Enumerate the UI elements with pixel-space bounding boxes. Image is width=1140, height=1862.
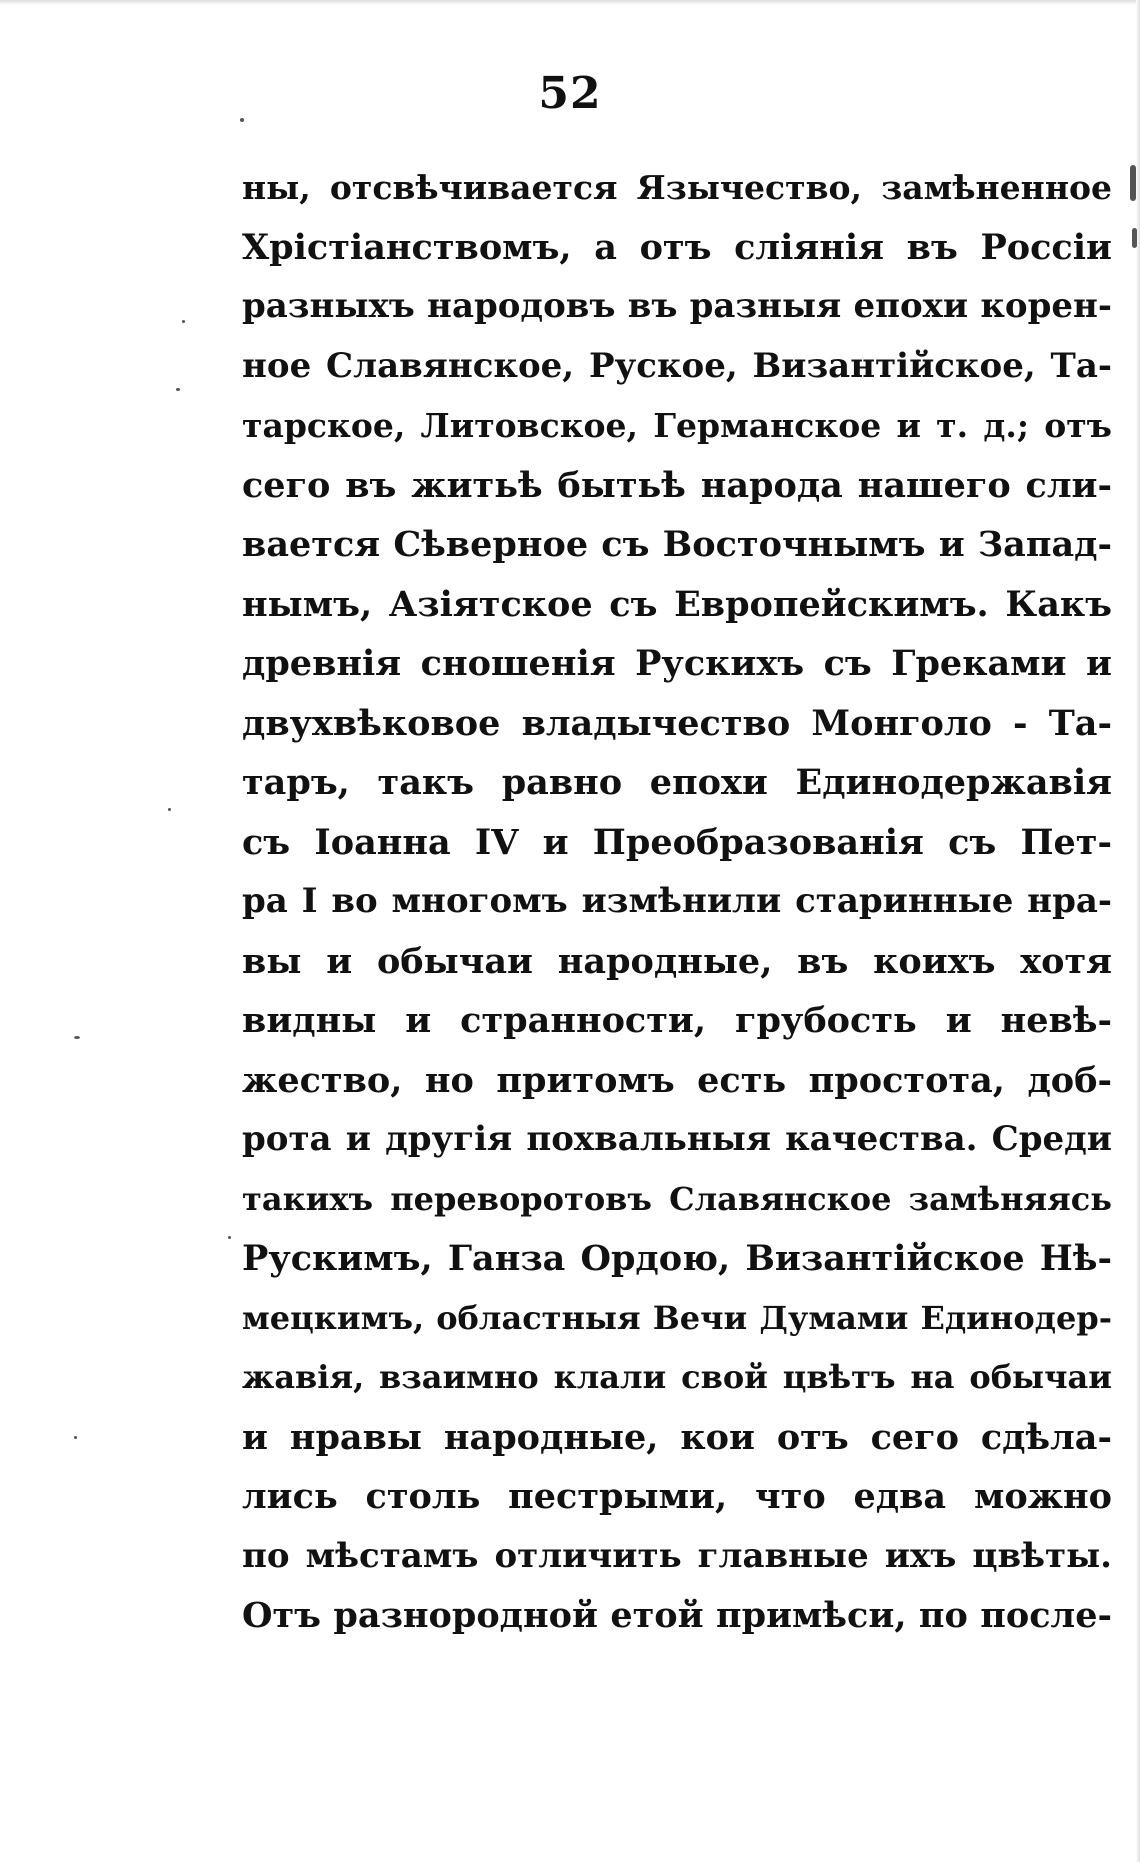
text-line: ра I во многомъ измѣнили старинные нра- [242,881,1112,921]
text-line: жавія, взаимно клали свой цвѣтъ на обычаи [242,1358,1112,1396]
page-right-edge [1136,0,1140,1862]
scan-speck [176,388,180,391]
text-line: рота и другія похвальныя качества. Среди [242,1119,1112,1159]
text-line: мецкимъ, областныя Вечи Думами Единодер- [242,1298,1112,1337]
text-line: разныхъ народовъ въ разныя епохи корен- [242,286,1112,326]
page-top-edge [0,0,1140,5]
text-line: и нравы народные, кои отъ сего сдѣла- [242,1416,1112,1458]
body-text [242,158,1112,1646]
text-line: жество, но притомъ есть простота, доб- [242,1059,1112,1101]
text-line: сего въ житьѣ бытьѣ народа нашего сли- [242,464,1112,506]
scan-speck [1132,228,1137,248]
scan-speck [1130,165,1136,201]
text-line: вы и обычаи народные, въ коихъ хотя [242,940,1112,982]
text-line: видны и странности, грубость и невѣ- [242,1000,1112,1041]
text-line: тарское, Литовское, Германское и т. д.; отъ [242,406,1112,445]
text-line: древнія сношенія Рускихъ съ Греками и [242,643,1112,684]
page-number: 52 [538,68,602,119]
text-line: ны, отсвѣчивается Язычество, замѣненное [242,168,1112,207]
text-line: таръ, такъ равно епохи Единодержавія [242,762,1112,803]
scan-speck [168,808,171,811]
scan-speck [74,1036,80,1039]
text-line: вается Сѣверное съ Восточнымъ и Запад- [242,524,1112,565]
scan-speck [74,1436,77,1439]
text-line: ное Славянское, Руское, Византійское, Та- [242,345,1112,386]
scan-speck [228,1236,231,1239]
text-line: Рускимъ, Ганза Ордою, Византійское Нѣ- [242,1238,1112,1279]
text-line: Хрістіанствомъ, а отъ сліянія въ Россіи [242,226,1112,268]
text-line: нымъ, Азіятское съ Европейскимъ. Какъ [242,583,1112,625]
scan-speck [240,118,244,122]
text-line: двухвѣковое владычество Монголо - Та- [242,702,1112,744]
text-line: Отъ разнородной етой примѣси, по после- [242,1595,1112,1636]
text-line: такихъ переворотовъ Славянское замѣняясь [242,1179,1112,1218]
text-line: по мѣстамъ отличить главные ихъ цвѣты. [242,1535,1112,1576]
text-line: лись столь пестрыми, что едва можно [242,1476,1112,1517]
scan-speck [182,320,185,323]
text-line: съ Іоанна IV и Преобразованія съ Пет- [242,821,1112,863]
